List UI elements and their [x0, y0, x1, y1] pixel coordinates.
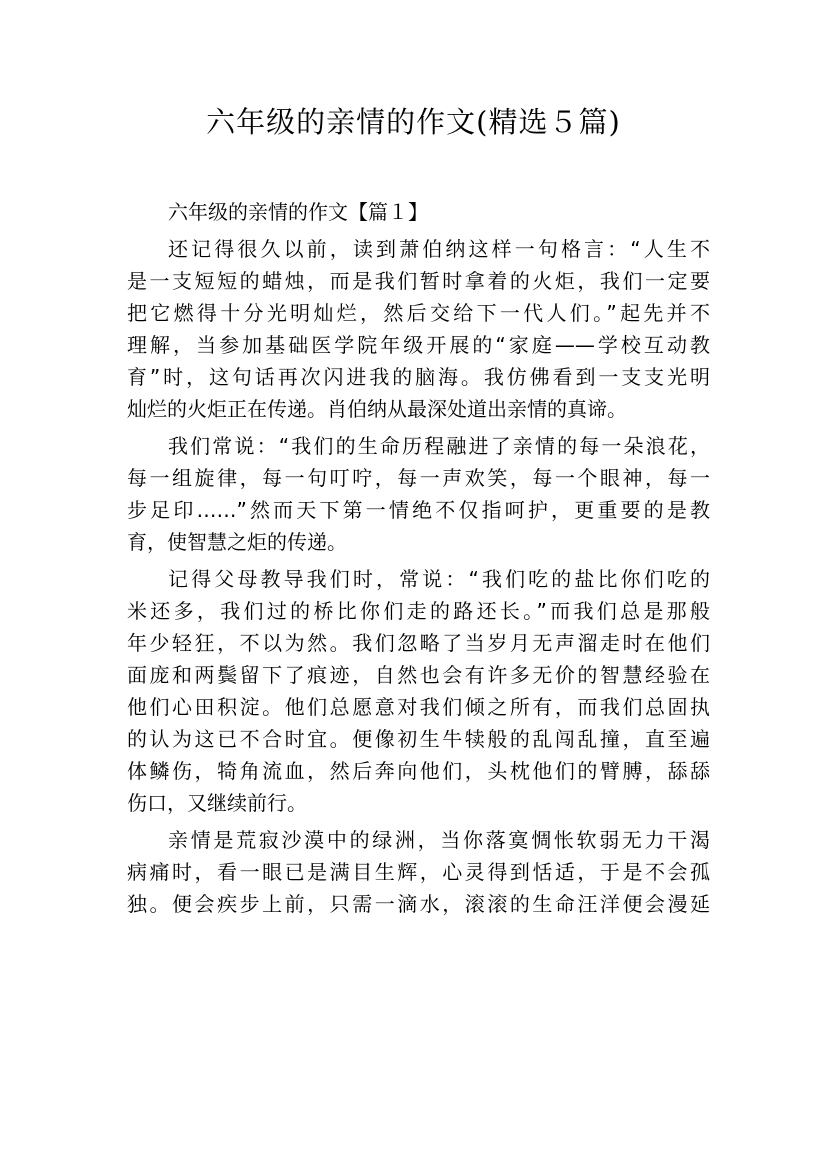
document-title: 六年级的亲情的作文(精选５篇)	[206, 105, 621, 139]
text-line: 体鳞伤，犄角流血，然后奔向他们，头枕他们的臂膊，舔舔	[127, 759, 710, 783]
paragraph-3	[127, 563, 710, 819]
document-body	[127, 196, 710, 920]
text-line: 我们常说：“我们的生命历程融进了亲情的每一朵浪花，	[168, 434, 710, 458]
text-line: 病痛时，看一眼已是满目生辉，心灵得到恬适，于是不会孤	[127, 860, 710, 884]
paragraph-1	[127, 233, 710, 425]
text-line: 米还多，我们过的桥比你们走的路还长。”而我们总是那般	[127, 599, 710, 623]
text-line: 还记得很久以前，读到萧伯纳这样一句格言：“人生不	[168, 237, 710, 261]
text-line: 把它燃得十分光明灿烂，然后交给下一代人们。”起先并不	[127, 301, 710, 325]
section-heading: 六年级的亲情的作文【篇１】	[168, 200, 428, 224]
text-line: 的认为这已不合时宜。便像初生牛犊般的乱闯乱撞，直至遍	[127, 727, 710, 751]
text-line: 育”时，这句话再次闪进我的脑海。我仿佛看到一支支光明	[127, 365, 710, 389]
text-line: 育，使智慧之炬的传递。	[127, 530, 347, 554]
text-line: 亲情是荒寂沙漠中的绿洲，当你落寞惆怅软弱无力干渴	[168, 828, 710, 852]
text-line: 灿烂的火炬正在传递。肖伯纳从最深处道出亲情的真谛。	[127, 397, 627, 421]
text-line: 步足印……”然而天下第一情绝不仅指呵护，更重要的是教	[127, 498, 710, 522]
text-line: 年少轻狂，不以为然。我们忽略了当岁月无声溜走时在他们	[127, 631, 710, 655]
text-line: 伤口，又继续前行。	[127, 791, 307, 815]
text-line: 是一支短短的蜡烛，而是我们暂时拿着的火炬，我们一定要	[127, 269, 710, 293]
text-line: 理解，当参加基础医学院年级开展的“家庭——学校互动教	[127, 333, 710, 357]
text-line: 独。便会疾步上前，只需一滴水，滚滚的生命汪洋便会漫延	[127, 892, 710, 916]
text-line: 每一组旋律，每一句叮咛，每一声欢笑，每一个眼神，每一	[127, 466, 710, 490]
paragraph-4	[127, 824, 710, 920]
text-line: 他们心田积淀。他们总愿意对我们倾之所有，而我们总固执	[127, 695, 710, 719]
text-line: 面庞和两鬓留下了痕迹，自然也会有许多无价的智慧经验在	[127, 663, 710, 687]
text-line: 记得父母教导我们时，常说：“我们吃的盐比你们吃的	[168, 567, 710, 591]
paragraph-2	[127, 430, 710, 558]
heading-paragraph	[127, 196, 710, 228]
